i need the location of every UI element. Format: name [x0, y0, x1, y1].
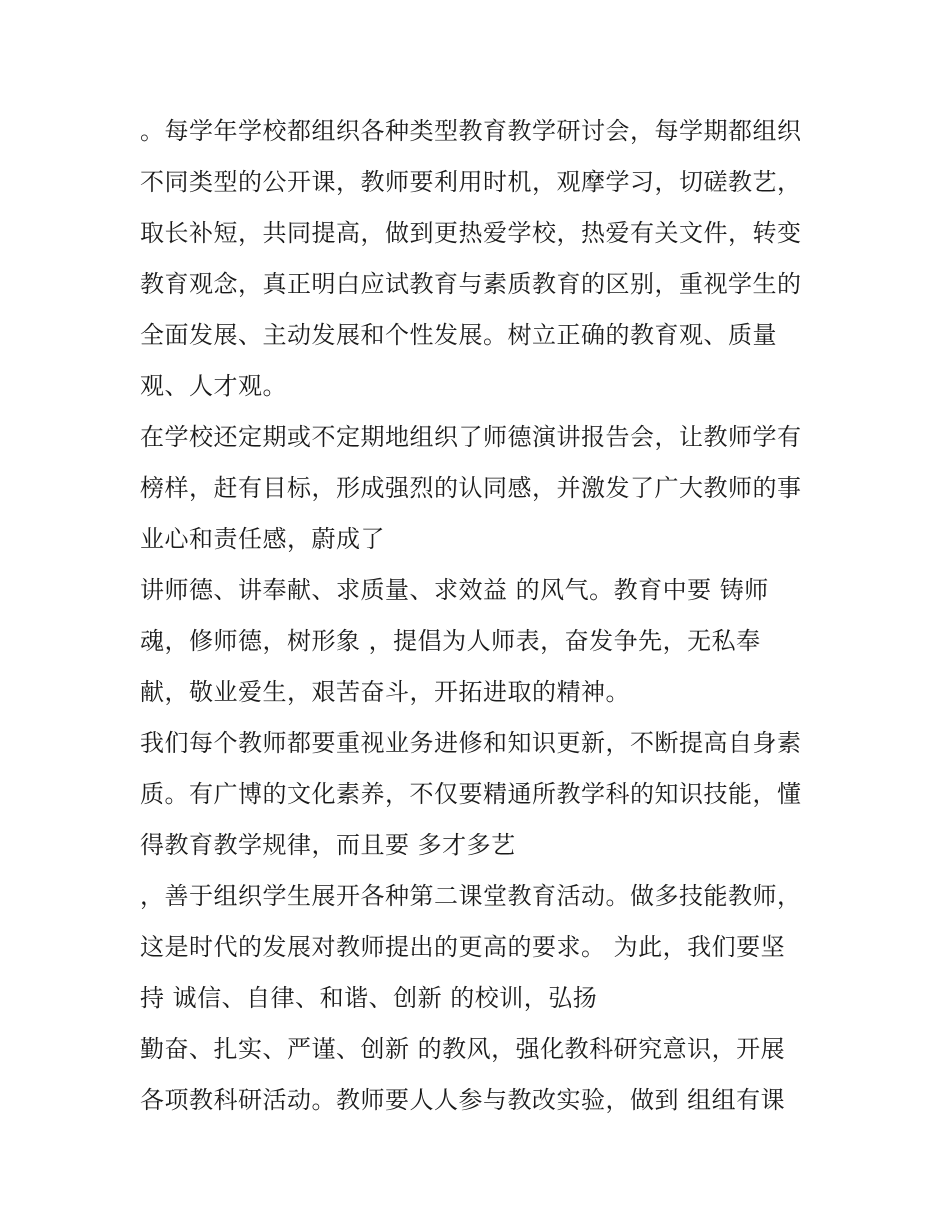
text-line: 取长补短，共同提高，做到更热爱学校，热爱有关文件，转变 — [140, 219, 802, 247]
document-body — [140, 106, 830, 1126]
text-line: 全面发展、主动发展和个性发展。树立正确的教育观、质量 — [140, 321, 777, 349]
text-line: 得教育教学规律，而且要 多才多艺 — [140, 831, 516, 859]
text-line: 各项教科研活动。教师要人人参与教改实验，做到 组组有课 — [140, 1086, 786, 1114]
text-line: 榜样，赶有目标，形成强烈的认同感，并激发了广大教师的事 — [140, 474, 802, 502]
text-line: 讲师德、讲奉献、求质量、求效益 的风气。教育中要 铸师 — [140, 576, 769, 604]
text-line: 我们每个教师都要重视业务进修和知识更新，不断提高自身素 — [140, 729, 802, 757]
text-line: 这是时代的发展对教师提出的更高的要求。 为此，我们要坚 — [140, 933, 786, 961]
text-line: 教育观念，真正明白应试教育与素质教育的区别，重视学生的 — [140, 270, 802, 298]
text-line: 献，敬业爱生，艰苦奋斗，开拓进取的精神。 — [140, 678, 630, 706]
text-line: ，善于组织学生展开各种第二课堂教育活动。做多技能教师， — [140, 882, 802, 910]
text-line: 业心和责任感，蔚成了 — [140, 525, 385, 553]
text-line: 魂，修师德，树形象 ，提倡为人师表，奋发争先，无私奉 — [140, 627, 761, 655]
text-line: 在学校还定期或不定期地组织了师德演讲报告会，让教师学有 — [140, 423, 802, 451]
text-line: 勤奋、扎实、严谨、创新 的教风，强化教科研究意识，开展 — [140, 1035, 786, 1063]
text-line: 质。有广博的文化素养，不仅要精通所教学科的知识技能，懂 — [140, 780, 802, 808]
text-line: 不同类型的公开课，教师要利用时机，观摩学习，切磋教艺， — [140, 168, 802, 196]
text-line: 持 诚信、自律、和谐、创新 的校训，弘扬 — [140, 984, 598, 1012]
text-line: 观、人才观。 — [140, 372, 287, 400]
text-line: 。每学年学校都组织各种类型教育教学研讨会，每学期都组织 — [140, 117, 802, 145]
